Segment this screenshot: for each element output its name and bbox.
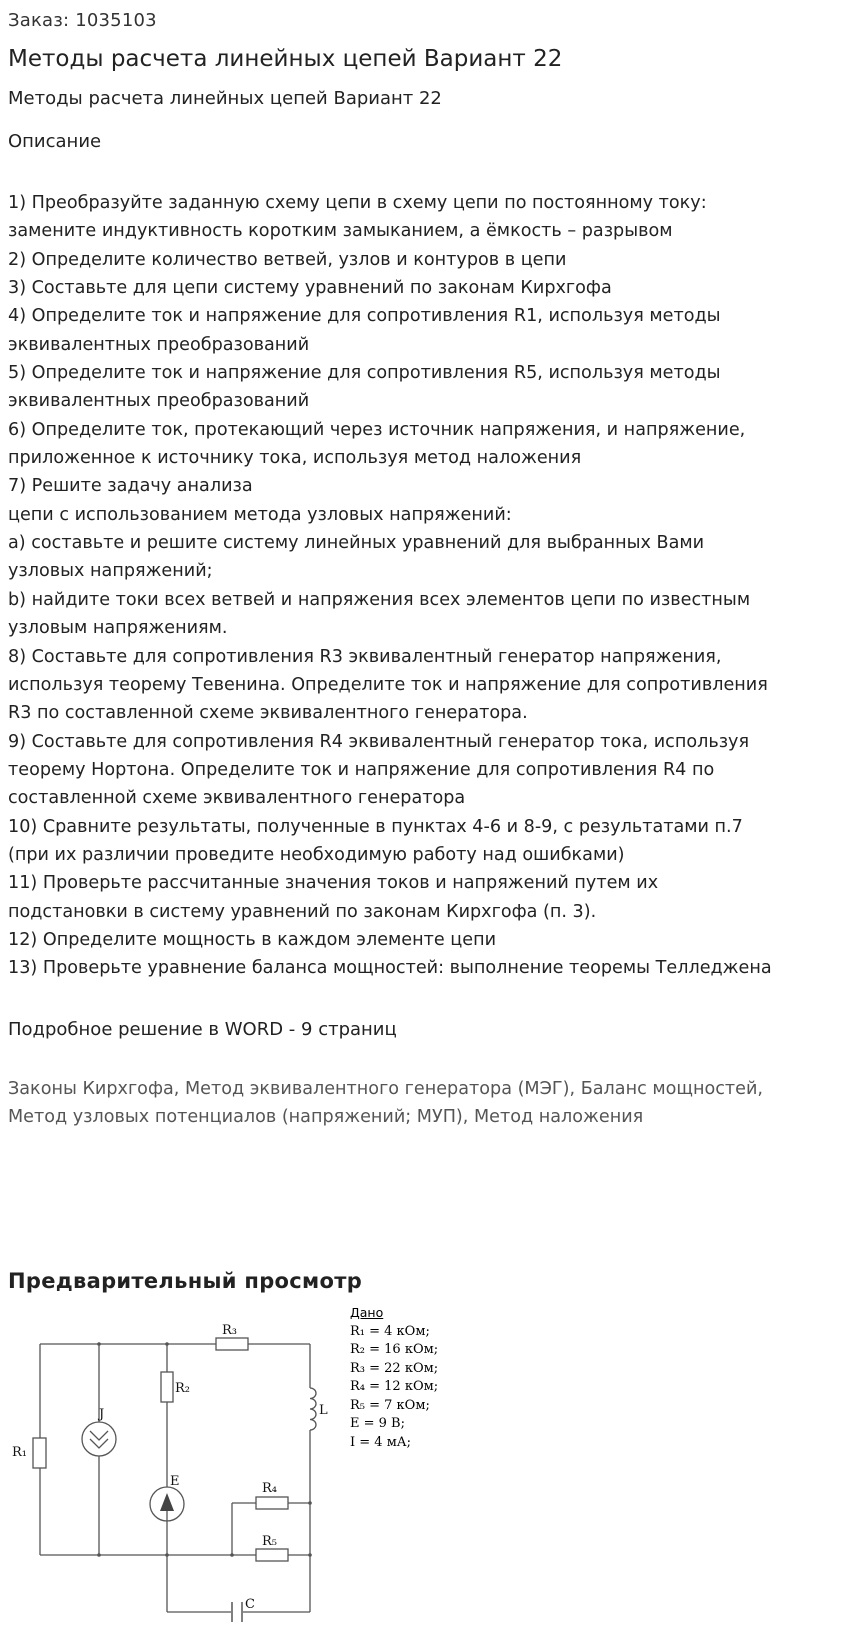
- tag-link-nodal-potentials[interactable]: Метод узловых потенциалов (напряжений; МУП): [8, 1107, 463, 1127]
- task-line: узловым напряжениям.: [8, 618, 228, 639]
- task-line: подстановки в систему уравнений по законам Кирхгофа (п. 3).: [8, 901, 597, 922]
- task-line: 6) Определите ток, протекающий через источник напряжения, и напряжение,: [8, 419, 746, 440]
- given-item: R₄ = 12 кОм;: [350, 1379, 439, 1394]
- given-title: Дано: [350, 1305, 384, 1320]
- task-line: 13) Проверьте уравнение баланса мощностей: выполнение теоремы Телледжена: [8, 958, 772, 979]
- label-r2: R₂: [175, 1381, 190, 1396]
- given-item: R₅ = 7 кОм;: [350, 1397, 430, 1413]
- given-item: R₃ = 22 кОм;: [350, 1360, 439, 1376]
- task-line: узловых напряжений;: [8, 561, 213, 582]
- task-line: приложенное к источнику тока, используя метод наложения: [8, 448, 582, 469]
- task-line: теорему Нортона. Определите ток и напряжение для сопротивления R4 по: [8, 759, 715, 780]
- label-r1: R₁: [12, 1445, 27, 1460]
- tag-link-superposition[interactable]: Метод наложения: [473, 1107, 644, 1127]
- task-line: 11) Проверьте рассчитанные значения токов и напряжений путем их: [8, 873, 659, 894]
- page-title: Методы расчета линейных цепей Вариант 22: [8, 46, 563, 72]
- description-heading: Описание: [8, 131, 102, 152]
- label-e: E: [170, 1474, 180, 1489]
- task-line: 1) Преобразуйте заданную схему цепи в схему цепи по постоянному току:: [8, 193, 707, 213]
- task-line: замените индуктивность коротким замыканием, а ёмкость – разрывом: [8, 221, 673, 242]
- tag-link-equivalent-generator[interactable]: Метод эквивалентного генератора (МЭГ): [184, 1079, 570, 1099]
- task-line: 10) Сравните результаты, полученные в пунктах 4-6 и 8-9, с результатами п.7: [8, 816, 743, 837]
- resistor-r5: [256, 1549, 288, 1561]
- task-line: цепи с использованием метода узловых напряжений:: [8, 504, 512, 525]
- page-subtitle: Методы расчета линейных цепей Вариант 22: [8, 88, 442, 109]
- junction-dot: [165, 1342, 169, 1346]
- label-r3: R₃: [222, 1323, 237, 1338]
- given-item: R₂ = 16 кОм;: [350, 1342, 439, 1357]
- label-c: C: [245, 1597, 255, 1612]
- preview-heading: Предварительный просмотр: [8, 1269, 363, 1293]
- resistor-r3: [216, 1338, 248, 1350]
- resistor-r1: [33, 1438, 46, 1468]
- task-line: эквивалентных преобразований: [8, 334, 310, 355]
- given-values: [350, 1304, 438, 1452]
- task-line: 2) Определите количество ветвей, узлов и контуров в цепи: [8, 249, 567, 270]
- task-line: R3 по составленной схеме эквивалентного генератора.: [8, 703, 528, 724]
- inductor-l: [310, 1388, 316, 1430]
- task-line: 3) Составьте для цепи систему уравнений по законам Кирхгофа: [8, 278, 612, 299]
- junction-dot: [97, 1342, 101, 1346]
- given-item: E = 9 В;: [350, 1416, 405, 1431]
- junction-dot: [308, 1501, 312, 1505]
- voltage-source-e: [150, 1487, 184, 1521]
- task-line: 5) Определите ток и напряжение для сопротивления R5, используя методы: [8, 363, 721, 384]
- task-line: 7) Решите задачу анализа: [8, 476, 253, 497]
- label-j: J: [99, 1407, 105, 1422]
- current-source-j: [82, 1422, 116, 1456]
- given-item: R₁ = 4 кОм;: [350, 1323, 430, 1339]
- solution-format-note: Подробное решение в WORD - 9 страниц: [8, 1019, 397, 1040]
- tag-link-power-balance[interactable]: Баланс мощностей: [580, 1079, 758, 1099]
- task-line: 8) Составьте для сопротивления R3 эквивалентный генератор напряжения,: [8, 646, 722, 667]
- junction-dot: [308, 1553, 312, 1557]
- order-number: Заказ: 1035103: [8, 10, 157, 31]
- label-r5: R₅: [262, 1534, 277, 1549]
- resistor-r4: [256, 1497, 288, 1509]
- tag-link-kirchhoff[interactable]: Законы Кирхгофа: [8, 1079, 174, 1099]
- junction-dot: [97, 1553, 101, 1557]
- given-item: I = 4 мА;: [350, 1434, 412, 1450]
- task-line: используя теорему Тевенина. Определите ток и напряжение для сопротивления: [8, 674, 768, 695]
- task-line: 12) Определите мощность в каждом элементе цепи: [8, 929, 497, 950]
- capacitor-c: [232, 1602, 242, 1622]
- resistor-r2: [161, 1372, 173, 1402]
- task-line: 4) Определите ток и напряжение для сопротивления R1, используя методы: [8, 306, 721, 327]
- task-line: эквивалентных преобразований: [8, 391, 310, 412]
- task-line: составленной схеме эквивалентного генератора: [8, 788, 466, 809]
- label-l: L: [319, 1403, 328, 1418]
- junction-dot: [165, 1553, 169, 1557]
- junction-dot: [230, 1553, 234, 1557]
- task-line: a) составьте и решите систему линейных уравнений для выбранных Вами: [8, 533, 705, 554]
- task-line: (при их различии проведите необходимую работу над ошибками): [8, 844, 625, 865]
- label-r4: R₄: [262, 1481, 277, 1496]
- task-line: 9) Составьте для сопротивления R4 эквивалентный генератор тока, используя: [8, 731, 750, 752]
- task-line: b) найдите токи всех ветвей и напряжения всех элементов цепи по известным: [8, 589, 751, 610]
- tag-list: Законы Кирхгофа, Метод эквивалентного генератора (МЭГ), Баланс мощностей, Метод узловых потенциалов (напряжений; МУП), Метод наложения: [8, 1079, 763, 1127]
- task-list: [8, 189, 843, 983]
